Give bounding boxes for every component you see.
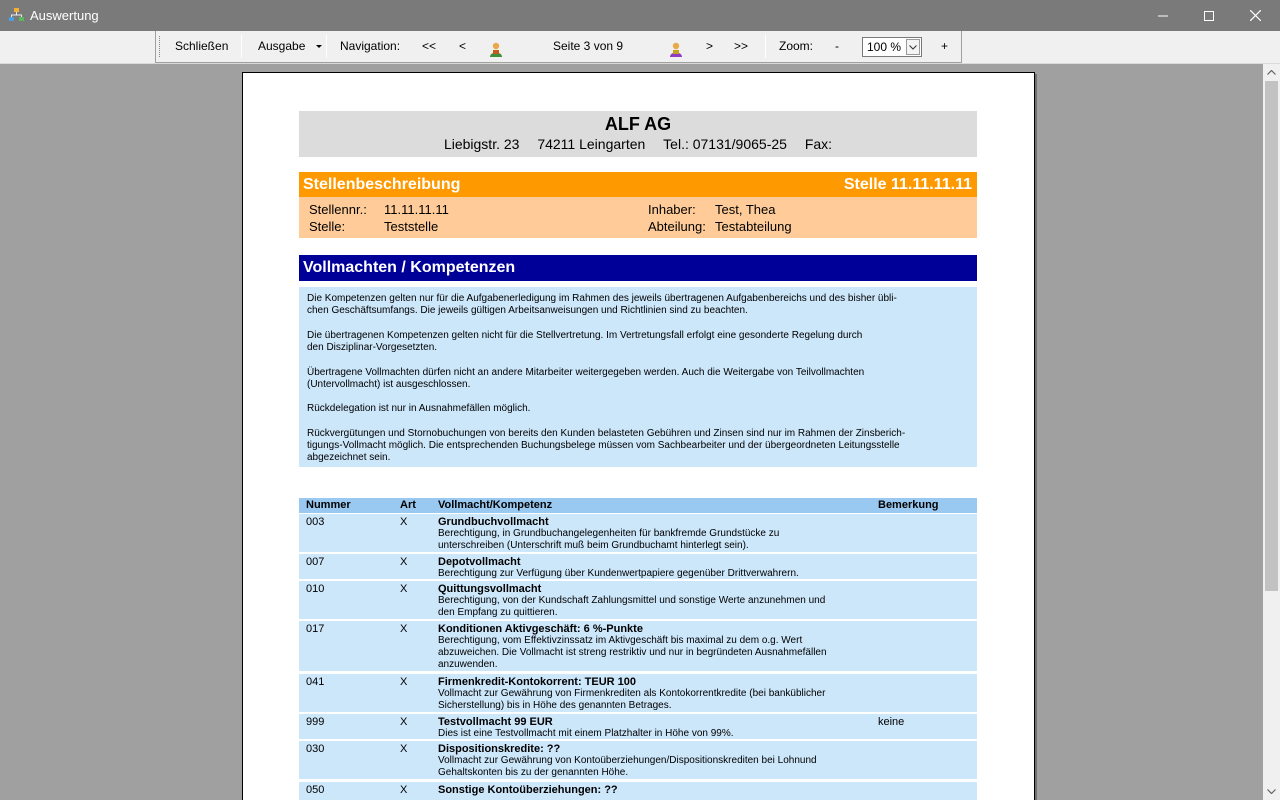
- company-header: [299, 111, 977, 157]
- job-stelle-value: Teststelle: [384, 219, 439, 234]
- row-art: X: [400, 716, 408, 728]
- row-description: Berechtigung, von der Kundschaft Zahlungsmittel und sonstige Werte anzunehmen und den Empfang zu quittieren.: [438, 595, 826, 618]
- zoom-dropdown-arrow[interactable]: [906, 39, 920, 55]
- table-row: [299, 554, 977, 579]
- table-row: [299, 782, 977, 800]
- toolbar-grip[interactable]: [159, 36, 162, 57]
- row-art: X: [400, 743, 408, 755]
- row-title: Testvollmacht 99 EUR: [438, 716, 553, 728]
- row-title: Dispositionskredite: ??: [438, 743, 561, 755]
- person-icon: [488, 42, 504, 58]
- previous-page-button[interactable]: <: [459, 39, 467, 53]
- dropdown-arrow-icon: [316, 45, 322, 49]
- row-description: Dies ist eine Testvollmacht mit einem Platzhalter in Höhe von 99%.: [438, 728, 734, 739]
- maximize-icon: [1204, 11, 1214, 21]
- paragraph: Rückdelegation ist nur in Ausnahmefällen möglich.: [307, 403, 531, 414]
- scroll-down-button[interactable]: [1263, 783, 1280, 800]
- company-street: Liebigstr. 23: [443, 136, 520, 152]
- row-number: 010: [306, 583, 325, 595]
- page-indicator: Seite 3 von 9: [553, 39, 624, 53]
- report-viewport: [0, 64, 1263, 800]
- row-art: X: [400, 516, 408, 528]
- row-number: 003: [306, 516, 325, 528]
- company-phone: Tel.: 07131/9065-25: [663, 136, 787, 152]
- person-prev-button[interactable]: [488, 39, 504, 55]
- navigation-label: Navigation:: [340, 39, 401, 53]
- column-header-art: Art: [400, 499, 416, 511]
- toolbar: [155, 31, 962, 63]
- job-abteilung-label: Abteilung:: [648, 219, 706, 234]
- paragraph: Die übertragenen Kompetenzen gelten nicht für die Stellvertretung. Im Vertretungsfall erfolgt eine gesonderte Regelung durch den Disziplinar-Vorgesetzten.: [307, 330, 863, 353]
- minimize-icon: [1158, 11, 1168, 21]
- row-title: Sonstige Kontoüberziehungen: ??: [438, 784, 618, 796]
- close-icon: [1250, 10, 1261, 21]
- job-description-title: Stellenbeschreibung: [303, 176, 461, 193]
- row-number: 999: [306, 716, 325, 728]
- column-header-vollmacht: Vollmacht/Kompetenz: [438, 499, 553, 511]
- vertical-scrollbar[interactable]: [1263, 64, 1280, 800]
- app-icon: [9, 8, 24, 22]
- toolbar-separator: [241, 35, 242, 58]
- paragraph: Rückvergütungen und Stornobuchungen von bereits den Kunden belasteten Gebühren und Zinsen sind nur im Rahmen der Zinsberich- tigungs-Vollmacht möglich. Die entsprechenden Buchungsbelege müssen vom Sachbearbeiter und der übergeordneten Leitungsstelle abgezeichnet sein.: [307, 428, 906, 463]
- close-window-button[interactable]: [1232, 0, 1278, 31]
- maximize-button[interactable]: [1186, 0, 1232, 31]
- toolbar-area: [0, 31, 1280, 64]
- row-number: 041: [306, 676, 325, 688]
- table-row: [299, 674, 977, 712]
- report-page: [242, 72, 1035, 800]
- job-nr-value: 11.11.11.11: [384, 202, 449, 217]
- paragraph: Die Kompetenzen gelten nur für die Aufgabenerledigung im Rahmen des jeweils übertragenen Aufgabenbereichs und des bisher übli- chen Geschäftsumfangs. Die jeweils gültigen Arbeitsanweisungen und Richtlinien sind zu beachten.: [307, 293, 897, 316]
- minimize-button[interactable]: [1140, 0, 1186, 31]
- last-page-button[interactable]: >>: [734, 39, 749, 53]
- zoom-label: Zoom:: [779, 39, 814, 53]
- row-number: 007: [306, 556, 325, 568]
- competence-text-box: [299, 287, 977, 467]
- zoom-select[interactable]: [862, 37, 922, 57]
- output-label: Ausgabe: [258, 39, 306, 53]
- scroll-down-icon: [1267, 789, 1276, 794]
- row-number: 050: [306, 784, 325, 796]
- row-art: X: [400, 676, 408, 688]
- job-description-header: [299, 172, 977, 197]
- column-header-bemerkung: Bemerkung: [878, 499, 939, 511]
- person-next-button[interactable]: [668, 39, 684, 55]
- next-page-button[interactable]: >: [706, 39, 714, 53]
- section-title: Vollmachten / Kompetenzen: [303, 259, 516, 276]
- row-remark: keine: [878, 716, 905, 728]
- row-number: 017: [306, 623, 325, 635]
- company-name: ALF AG: [604, 114, 672, 134]
- paragraph: Übertragene Vollmachten dürfen nicht an andere Mitarbeiter weitergegeben werden. Auch die Weitergabe von Teilvollmachten (Untervollmacht) ist ausgeschlossen.: [307, 367, 865, 390]
- first-page-button[interactable]: <<: [422, 39, 437, 53]
- person-icon: [668, 42, 684, 58]
- row-title: Grundbuchvollmacht: [438, 516, 549, 528]
- row-art: X: [400, 556, 408, 568]
- row-description: Vollmacht zur Gewährung von Kontoüberziehungen/Dispositionskrediten bei Lohnund Gehaltskonten bis zu der genannten Höhe.: [438, 755, 817, 778]
- scroll-up-icon: [1267, 70, 1276, 75]
- row-title: Depotvollmacht: [438, 556, 521, 568]
- job-nr-label: Stellennr.:: [309, 202, 367, 217]
- row-description: Berechtigung, in Grundbuchangelegenheiten für bankfremde Grundstücke zu unterschreiben (Unterschrift muß beim Grundbuchamt hinterlegt sein).: [438, 528, 780, 551]
- row-art: X: [400, 583, 408, 595]
- row-art: X: [400, 784, 408, 796]
- row-description: Berechtigung zur Verfügung über Kundenwertpapiere gegenüber Drittverwahrern.: [438, 568, 799, 579]
- table-row: [299, 714, 977, 739]
- job-inhaber-label: Inhaber:: [648, 202, 696, 217]
- company-fax: Fax:: [804, 136, 833, 152]
- job-info-box: [299, 197, 977, 238]
- company-city: 74211 Leingarten: [537, 136, 646, 152]
- job-inhaber-value: Test, Thea: [715, 202, 776, 217]
- row-number: 030: [306, 743, 325, 755]
- window-title: Auswertung: [30, 8, 99, 23]
- table-header: [299, 498, 977, 513]
- zoom-out-button[interactable]: -: [835, 39, 839, 53]
- job-abteilung-value: Testabteilung: [715, 219, 792, 234]
- section-header: [299, 255, 977, 281]
- toolbar-separator: [326, 35, 327, 58]
- toolbar-separator: [765, 35, 766, 58]
- scroll-up-button[interactable]: [1263, 64, 1280, 81]
- column-header-nummer: Nummer: [306, 499, 351, 511]
- zoom-value: 100 %: [867, 40, 902, 54]
- row-title: Quittungsvollmacht: [438, 583, 542, 595]
- job-stelle-label: Stelle:: [309, 219, 346, 234]
- title-bar: [0, 0, 1280, 31]
- row-title: Konditionen Aktivgeschäft: 6 %-Punkte: [438, 623, 643, 635]
- row-description: Berechtigung, vom Effektivzinssatz im Aktivgeschäft bis maximal zu dem o.g. Wert abzuweichen. Die Vollmacht ist streng restriktiv und nur in begründeten Ausnahmefällen anzuwenden.: [438, 635, 827, 670]
- table-row: [299, 621, 977, 671]
- job-position-number: Stelle 11.11.11.11: [843, 176, 972, 193]
- table-row: [299, 514, 977, 552]
- scroll-thumb[interactable]: [1265, 81, 1278, 591]
- table-row: [299, 581, 977, 619]
- zoom-in-button[interactable]: +: [941, 39, 949, 53]
- company-address: [299, 136, 977, 152]
- close-report-button[interactable]: Schließen: [175, 39, 229, 53]
- row-description: Vollmacht zur Gewährung von Firmenkrediten als Kontokorrentkredite (bei banküblicher Sicherstellung) bis in Höhe des genannten Betrages.: [438, 688, 826, 711]
- chevron-down-icon: [909, 45, 917, 50]
- row-title: Firmenkredit-Kontokorrent: TEUR 100: [438, 676, 637, 688]
- table-row: [299, 741, 977, 779]
- row-art: X: [400, 623, 408, 635]
- output-dropdown-button[interactable]: [258, 31, 322, 62]
